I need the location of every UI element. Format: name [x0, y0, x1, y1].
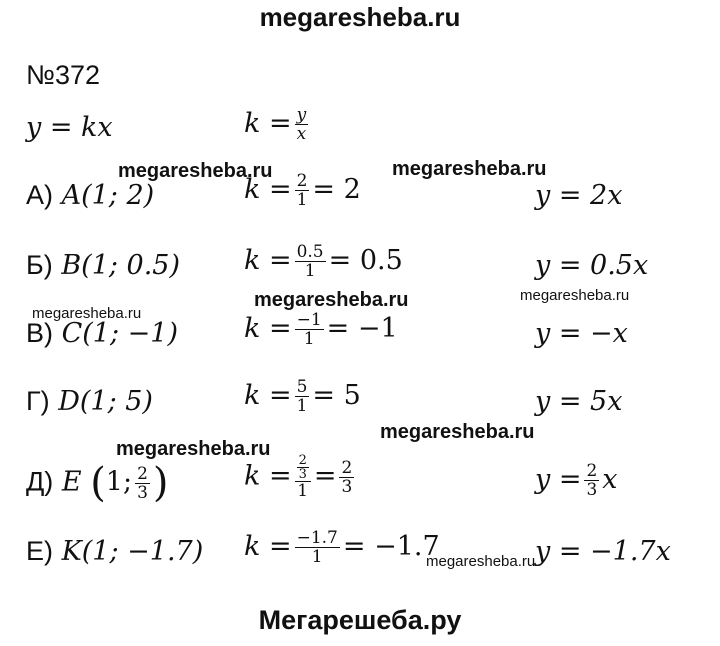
row-a-point: А) A(1; 2) — [26, 180, 155, 211]
formula-left: y = kx — [26, 112, 113, 143]
watermark: megaresheba.ru — [426, 553, 536, 570]
row-e-y: y = $\frac{2}{3}$ x — [535, 461, 618, 500]
watermark: megaresheba.ru — [254, 289, 409, 311]
formula-k-num: y — [296, 105, 307, 125]
formula-k-den: x — [296, 124, 307, 144]
watermark: megaresheba.ru — [380, 421, 535, 443]
formula-k-fraction — [295, 106, 309, 143]
row-d-k: k = $\frac{5}{1}$ = 5 — [244, 377, 361, 416]
row-d-y: y = 5x — [535, 386, 623, 417]
row-b-point: Б) B(1; 0.5) — [26, 250, 181, 281]
row-f-y: y = −1.7x — [535, 536, 671, 567]
row-c-y: y = −x — [535, 318, 628, 349]
row-d-point: Г) D(1; 5) — [26, 386, 153, 417]
watermark: megaresheba.ru — [32, 305, 142, 322]
row-a-k: k = $\frac{2}{1}$ = 2 — [244, 171, 361, 210]
problem-number: №372 — [26, 60, 101, 90]
row-b-y: y = 0.5x — [535, 250, 649, 281]
watermark: megaresheba.ru — [392, 158, 547, 180]
row-f-point: Е) K(1; −1.7) — [26, 536, 204, 567]
row-a-y: y = 2x — [535, 180, 623, 211]
site-footer: Мегарешеба.ру — [258, 605, 462, 635]
row-e-point: Д) E (1; $\frac{2}{3}$ ) — [26, 460, 169, 506]
row-c-point: В) C(1; −1) — [26, 318, 178, 349]
watermark: megaresheba.ru — [520, 287, 630, 304]
watermark: megaresheba.ru — [118, 160, 273, 182]
row-f-k: k = $\frac{-1.7}{1}$ = −1.7 — [244, 528, 440, 567]
row-b-k: k = $\frac{0.5}{1}$ = 0.5 — [244, 242, 403, 281]
row-c-k: k = $\frac{-1}{1}$ = −1 — [244, 310, 398, 349]
formula-k — [244, 106, 311, 143]
site-header: megaresheba.ru — [259, 2, 461, 32]
formula-k-prefix: k = — [244, 108, 292, 139]
watermark: megaresheba.ru — [116, 438, 271, 460]
row-e-k: k = $\frac{\frac{2}{3}}{1}$ = $\frac{2}{3}$ — [244, 453, 353, 501]
